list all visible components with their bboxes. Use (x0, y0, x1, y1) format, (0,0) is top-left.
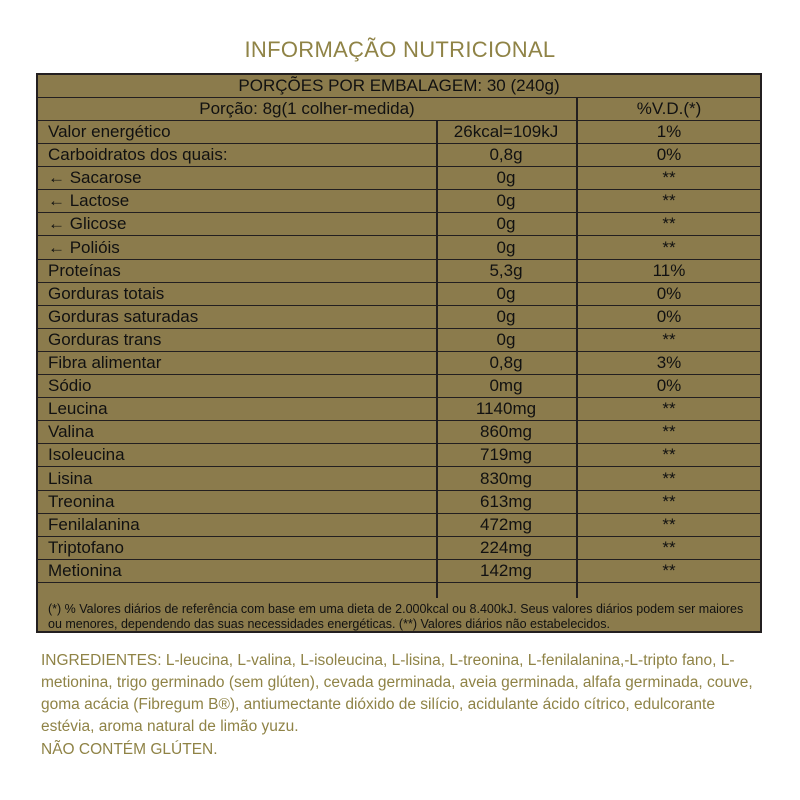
table-row (38, 352, 760, 375)
column-divider-1 (576, 98, 578, 598)
nutrient-name: Fenilalanina (48, 514, 140, 534)
nutrient-amount: 0g (496, 168, 516, 188)
nutrient-name: Gorduras trans (48, 329, 162, 349)
nutrient-dv: ** (662, 399, 676, 419)
nutrient-name: Fibra alimentar (48, 353, 162, 372)
nutrient-dv: ** (662, 560, 676, 580)
table-row (38, 190, 760, 213)
nutrient-amount: 0,8g (489, 353, 523, 372)
table-row (38, 421, 760, 444)
nutrient-name: Valina (48, 422, 94, 442)
nutrient-dv: ** (662, 514, 676, 534)
nutrient-name: Leucina (48, 399, 108, 419)
column-divider-2 (436, 121, 438, 598)
nutrient-name: Lisina (48, 468, 93, 488)
nutrient-name: Gorduras saturadas (48, 306, 199, 326)
nutrient-name: ← Glicose (48, 214, 127, 234)
nutrient-name: ← Lactose (48, 191, 130, 211)
serving-size-label: Porção: 8g(1 colher-medida) (199, 99, 415, 118)
nutrient-amount: 0mg (489, 376, 523, 396)
nutrient-amount: 224mg (480, 537, 532, 557)
footnote: (*) % Valores diários de referência com base em uma dieta de 2.000kcal ou 8.400kJ. Seus valores diários podem ser maiores ou menores, dependendo das suas necessidades energéticas. (**) Valores diários não estabelecidos. (48, 602, 744, 631)
table-row (38, 306, 760, 329)
nutrient-dv: 0% (656, 376, 682, 396)
table-row (38, 213, 760, 236)
nutrient-amount: 0g (496, 237, 516, 257)
nutrient-name: Proteínas (48, 260, 121, 280)
nutrient-dv: 3% (656, 353, 682, 372)
table-row (38, 237, 760, 260)
table-row (38, 444, 760, 467)
nutrient-dv: 0% (656, 283, 682, 303)
nutrient-name: Gorduras totais (48, 283, 165, 303)
nutrient-amount: 142mg (480, 560, 532, 580)
nutrient-amount: 0g (496, 191, 516, 211)
table-row (38, 468, 760, 491)
table-row (38, 283, 760, 306)
servings-label: PORÇÕES POR EMBALAGEM: 30 (240g) (238, 76, 560, 95)
nutrient-amount: 719mg (480, 445, 532, 465)
gluten-notice: NÃO CONTÉM GLÚTEN. (41, 741, 218, 758)
table-row (38, 560, 760, 583)
nutrient-dv: ** (662, 537, 676, 557)
nutrient-name: ← Polióis (48, 237, 120, 257)
nutrient-amount: 0,8g (489, 145, 523, 165)
nutrient-dv: ** (662, 168, 676, 188)
nutrient-amount: 860mg (480, 422, 532, 442)
nutrient-dv: ** (662, 214, 676, 234)
table-row (38, 491, 760, 514)
servings-row (38, 75, 760, 98)
nutrient-dv: ** (662, 491, 676, 511)
nutrient-dv: ** (662, 329, 676, 349)
nutrient-name: Isoleucina (48, 445, 125, 465)
dv-header: %V.D.(*) (636, 99, 702, 118)
nutrient-dv: 1% (656, 122, 682, 141)
table-row (38, 167, 760, 190)
table-row (38, 375, 760, 398)
nutrient-dv: ** (662, 191, 676, 211)
nutrient-amount: 0g (496, 214, 516, 234)
nutrient-amount: 0g (496, 306, 516, 326)
table-row (38, 537, 760, 560)
table-row (38, 121, 760, 144)
nutrient-dv: ** (662, 445, 676, 465)
nutrient-dv: 11% (652, 260, 686, 280)
nutrient-amount: 0g (496, 283, 516, 303)
nutrient-name: ← Sacarose (48, 168, 142, 188)
nutrient-name: Metionina (48, 560, 122, 580)
nutrient-dv: 0% (656, 145, 682, 165)
nutrient-name: Valor energético (48, 122, 171, 141)
nutrient-name: Carboidratos dos quais: (48, 145, 228, 165)
nutrient-name: Sódio (48, 376, 92, 396)
nutrient-amount: 1140mg (475, 399, 537, 419)
nutrient-name: Triptofano (48, 537, 124, 557)
nutrient-dv: ** (662, 237, 676, 257)
nutrient-amount: 613mg (480, 491, 532, 511)
nutrient-amount: 830mg (480, 468, 532, 488)
table-row (38, 144, 760, 167)
page-title: INFORMAÇÃO NUTRICIONAL (244, 37, 556, 62)
table-row (38, 260, 760, 283)
table-row (38, 514, 760, 537)
nutrient-dv: ** (662, 422, 676, 442)
table-row (38, 398, 760, 421)
nutrient-amount: 26kcal=109kJ (453, 122, 559, 141)
nutrient-amount: 5,3g (489, 260, 523, 280)
nutrient-dv: 0% (656, 306, 682, 326)
nutrient-name: Treonina (48, 491, 115, 511)
nutrient-amount: 0g (496, 329, 516, 349)
nutrition-table (36, 73, 762, 633)
table-row (38, 329, 760, 352)
nutrient-dv: ** (662, 468, 676, 488)
nutrient-amount: 472mg (480, 514, 532, 534)
serving-size-row (38, 98, 760, 121)
ingredients-text: INGREDIENTES: L-leucina, L-valina, L-isoleucina, L-lisina, L-treonina, L-fenilalanina,-L-tripto fano, L-metionina, trigo germinado (sem glúten), cevada germinada, aveia germinada, alfafa germinada, couve, goma acácia (Fibregum B®), antiumectante dióxido de silício, acidulante ácido cítrico, edulcorante estévia, aroma natural de limão yuzu. (41, 652, 753, 735)
